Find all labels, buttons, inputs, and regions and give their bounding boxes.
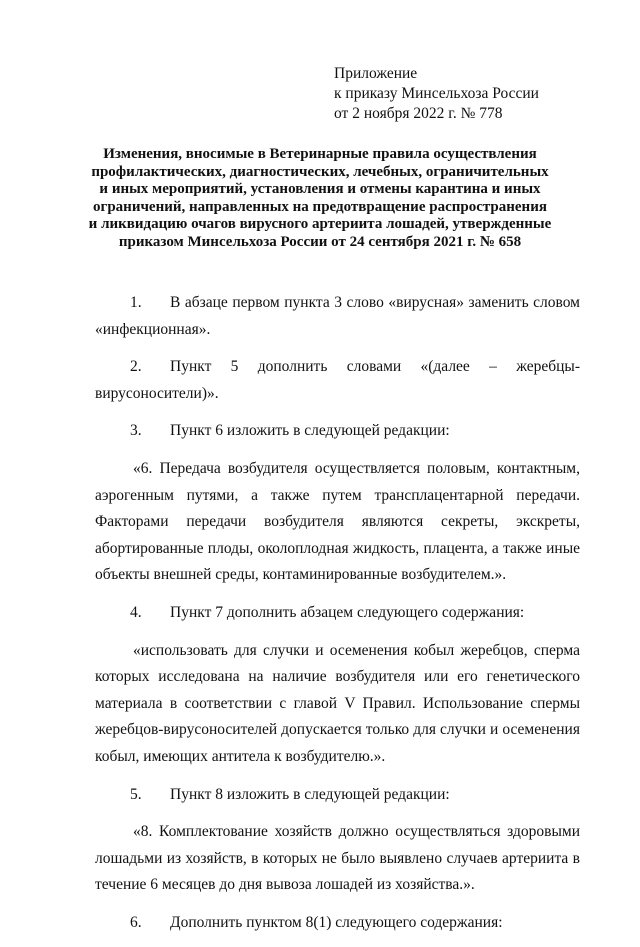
item-number: 5. (130, 785, 142, 803)
quoted-paragraph: «6. Передача возбудителя осуществляется половым, контактным, аэрогенным путями, а также путем трансплацентарной передачи. Факторами передачи возбудителя являются секреты, экскреты, абортированные плоды, околоплодная жидкость, плацента, а также иные объекты внешней среды, контаминированные возбудителем.». (95, 459, 580, 584)
item-text: Пункт 8 изложить в следующей редакции: (170, 785, 450, 803)
item-number: 3. (130, 422, 142, 440)
document-body (95, 290, 580, 947)
item-text: Пункт 6 изложить в следующей редакции: (170, 422, 450, 440)
numbered-item (95, 290, 580, 343)
appendix-label: Приложение (334, 65, 418, 82)
title-line: приказом Минсельхоза России от 24 сентября 2021 г. № 658 (118, 233, 522, 250)
quoted-paragraph: «8. Комплектование хозяйств должно осуществляться здоровыми лошадьми из хозяйств, в которых не было выявлено случаев артериита в течение 6 месяцев до дня вывоза лошадей из хозяйства.». (95, 823, 580, 894)
title-line: и ликвидацию очагов вирусного артериита лошадей, утвержденные (88, 216, 552, 233)
appendix-order-date: от 2 ноября 2022 г. № 778 (334, 105, 503, 122)
item-number: 1. (130, 294, 142, 311)
numbered-item (95, 418, 580, 445)
numbered-item (95, 600, 580, 627)
numbered-item (95, 910, 580, 937)
item-text: Пункт 7 дополнить абзацем следующего содержания: (170, 603, 525, 621)
title-line: ограничений, направленных на предотвращение распространения (93, 198, 547, 215)
numbered-item (95, 782, 580, 809)
document-title (80, 146, 560, 252)
item-text: Дополнить пунктом 8(1) следующего содержания: (170, 913, 503, 931)
item-text: В абзаце первом пункта 3 слово «вирусная» заменить словом «инфекционная». (95, 294, 580, 338)
item-text: Пункт 5 дополнить словами «(далее – жеребцы-вирусоносители)». (95, 358, 580, 402)
item-number: 2. (130, 358, 142, 376)
title-line: Изменения, вносимые в Ветеринарные правила осуществления (103, 146, 537, 162)
quoted-paragraph: «использовать для случки и осеменения кобыл жеребцов, сперма которых исследована на наличие возбудителя или его генетического материала в соответствии с главой V Правил. Использование спермы жеребцов-вирусоносителей допускается только для случки и осеменения кобыл, имеющих антитела к возбудителю.». (95, 641, 580, 765)
item-number: 4. (130, 603, 142, 621)
appendix-header (334, 64, 539, 124)
appendix-order-ref: к приказу Минсельхоза России (334, 85, 539, 102)
title-line: профилактических, диагностических, лечебных, ограничительных (91, 163, 549, 180)
item-number: 6. (130, 913, 142, 931)
title-line: и иных мероприятий, установления и отмены карантина и иных (99, 181, 541, 198)
numbered-item (95, 354, 580, 407)
